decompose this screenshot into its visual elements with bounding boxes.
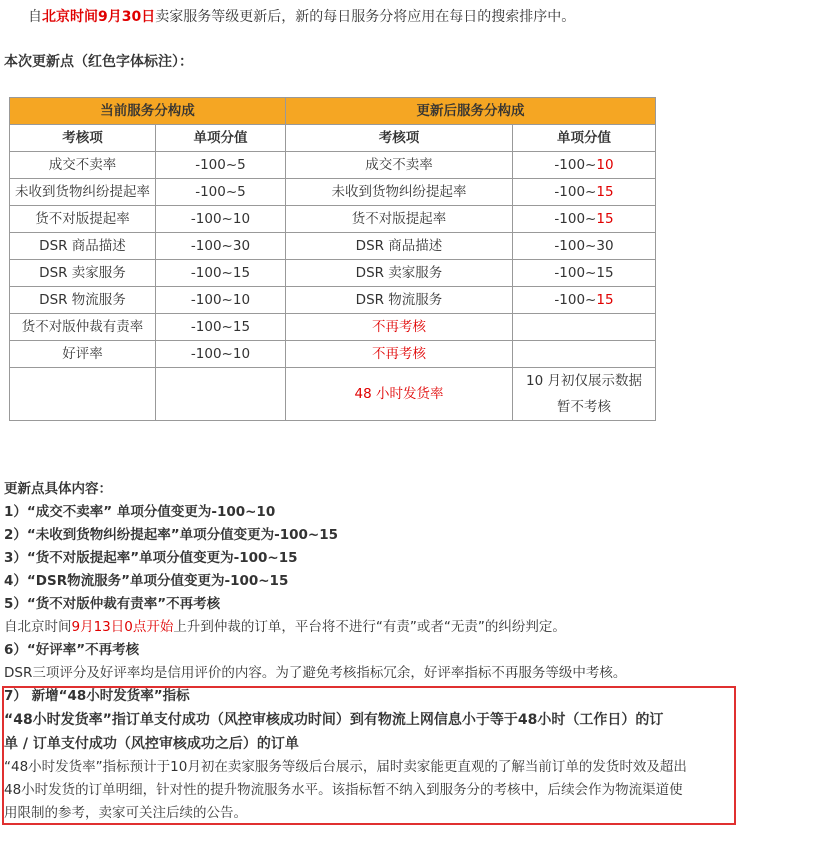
header-current-item: 考核项 — [10, 125, 156, 152]
cell-new-score-note — [513, 368, 656, 421]
intro-prefix: 自 — [28, 9, 42, 25]
cell-current-score: -100~10 — [156, 206, 286, 233]
note-line-2: 暂不考核 — [557, 399, 611, 415]
detail-item-5: 5）“货不对版仲裁有责率”不再考核 — [4, 596, 221, 612]
intro-suffix: 卖家服务等级更新后，新的每日服务分将应用在每日的搜索排序中。 — [155, 9, 576, 25]
header-updated-item: 考核项 — [286, 125, 513, 152]
detail-item-6-desc: DSR三项评分及好评率均是信用评价的内容。为了避免考核指标冗余，好评率指标不再服务等级中考核。 — [4, 665, 627, 681]
cell-current-score: -100~30 — [156, 233, 286, 260]
details-heading: 更新点具体内容： — [4, 481, 112, 497]
detail-item-7-desc-line3: 用限制的参考，卖家可关注后续的公告。 — [4, 805, 247, 821]
intro-date-highlight: 北京时间9月30日 — [42, 9, 156, 25]
header-updated-group: 更新后服务分构成 — [286, 98, 656, 125]
detail-item-7-desc-line2: 48小时发货的订单明细，针对性的提升物流服务水平。该指标暂不纳入到服务分的考核中，后续会作为物流渠道使 — [4, 782, 683, 798]
cell-new-score-empty — [513, 314, 656, 341]
desc-suffix: 上升到仲裁的订单，平台将不进行“有责”或者“无责”的纠纷判定。 — [173, 619, 566, 635]
cell-new-item: DSR 商品描述 — [286, 233, 513, 260]
cell-new-score — [513, 260, 656, 287]
cell-current-item: 货不对版提起率 — [10, 206, 156, 233]
score-base: -100~ — [554, 292, 597, 308]
table-row — [10, 287, 656, 314]
detail-item-7-def-line2: 单 / 订单支付成功（风控审核成功之后）的订单 — [4, 736, 299, 752]
table-row — [10, 233, 656, 260]
header-current-score: 单项分值 — [156, 125, 286, 152]
detail-item-6: 6）“好评率”不再考核 — [4, 642, 140, 658]
score-changed: 15 — [596, 211, 614, 227]
cell-current-item: DSR 物流服务 — [10, 287, 156, 314]
cell-new-item: DSR 卖家服务 — [286, 260, 513, 287]
highlight-box — [2, 686, 736, 825]
cell-new-score — [513, 152, 656, 179]
table-row — [10, 179, 656, 206]
desc-prefix: 自北京时间 — [4, 619, 72, 635]
cell-new-item: DSR 物流服务 — [286, 287, 513, 314]
cell-current-item: 成交不卖率 — [10, 152, 156, 179]
cell-new-score-empty — [513, 341, 656, 368]
section-title: 本次更新点（红色字体标注）： — [4, 54, 193, 70]
score-base: -100~ — [554, 184, 597, 200]
score-base: -100~ — [554, 211, 597, 227]
cell-current-item: 货不对版仲裁有责率 — [10, 314, 156, 341]
score-changed: 15 — [596, 184, 614, 200]
table-row — [10, 314, 656, 341]
cell-new-item: 货不对版提起率 — [286, 206, 513, 233]
table-row — [10, 152, 656, 179]
cell-new-item: 未收到货物纠纷提起率 — [286, 179, 513, 206]
cell-current-score: -100~15 — [156, 314, 286, 341]
cell-current-score: -100~10 — [156, 287, 286, 314]
cell-new-score — [513, 233, 656, 260]
cell-new-item: 成交不卖率 — [286, 152, 513, 179]
table-row — [10, 341, 656, 368]
cell-new-score — [513, 206, 656, 233]
table-row — [10, 260, 656, 287]
score-base: -100~ — [554, 157, 597, 173]
cell-new-item: 不再考核 — [286, 314, 513, 341]
cell-current-score: -100~5 — [156, 152, 286, 179]
note-line-1: 10 月初仅展示数据 — [526, 373, 642, 389]
detail-item-7: 7） 新增“48小时发货率”指标 — [4, 688, 190, 704]
desc-date-highlight: 9月13日0点开始 — [71, 619, 174, 635]
service-score-table — [9, 97, 656, 421]
cell-new-item: 不再考核 — [286, 341, 513, 368]
cell-current-item: DSR 商品描述 — [10, 233, 156, 260]
detail-item-4: 4）“DSR物流服务”单项分值变更为-100~15 — [4, 573, 289, 589]
intro-text — [28, 6, 575, 28]
detail-item-2: 2）“未收到货物纠纷提起率”单项分值变更为-100~15 — [4, 527, 339, 543]
detail-item-7-desc-line1: “48小时发货率”指标预计于10月初在卖家服务等级后台展示，届时卖家能更直观的了解当前订单的发货时效及超出 — [4, 759, 687, 775]
cell-current-item: 好评率 — [10, 341, 156, 368]
score-changed: 15 — [596, 292, 614, 308]
score-changed: 10 — [596, 157, 614, 173]
cell-new-score — [513, 287, 656, 314]
cell-current-item: DSR 卖家服务 — [10, 260, 156, 287]
table-row — [10, 368, 656, 421]
cell-current-item: 未收到货物纠纷提起率 — [10, 179, 156, 206]
table-row — [10, 206, 656, 233]
score-base: -100~15 — [554, 265, 614, 281]
cell-new-item: 48 小时发货率 — [286, 368, 513, 421]
header-updated-score: 单项分值 — [513, 125, 656, 152]
cell-current-item-empty — [10, 368, 156, 421]
detail-item-1: 1）“成交不卖率” 单项分值变更为-100~10 — [4, 504, 276, 520]
detail-item-5-desc — [4, 616, 814, 639]
cell-current-score: -100~5 — [156, 179, 286, 206]
detail-item-7-def-line1: “48小时发货率”指订单支付成功（风控审核成功时间）到有物流上网信息小于等于48小时（工作日）的订 — [4, 712, 664, 728]
cell-new-score — [513, 179, 656, 206]
score-base: -100~30 — [554, 238, 614, 254]
header-current-group: 当前服务分构成 — [10, 98, 286, 125]
cell-current-score-empty — [156, 368, 286, 421]
detail-item-3: 3）“货不对版提起率”单项分值变更为-100~15 — [4, 550, 298, 566]
cell-current-score: -100~15 — [156, 260, 286, 287]
cell-current-score: -100~10 — [156, 341, 286, 368]
